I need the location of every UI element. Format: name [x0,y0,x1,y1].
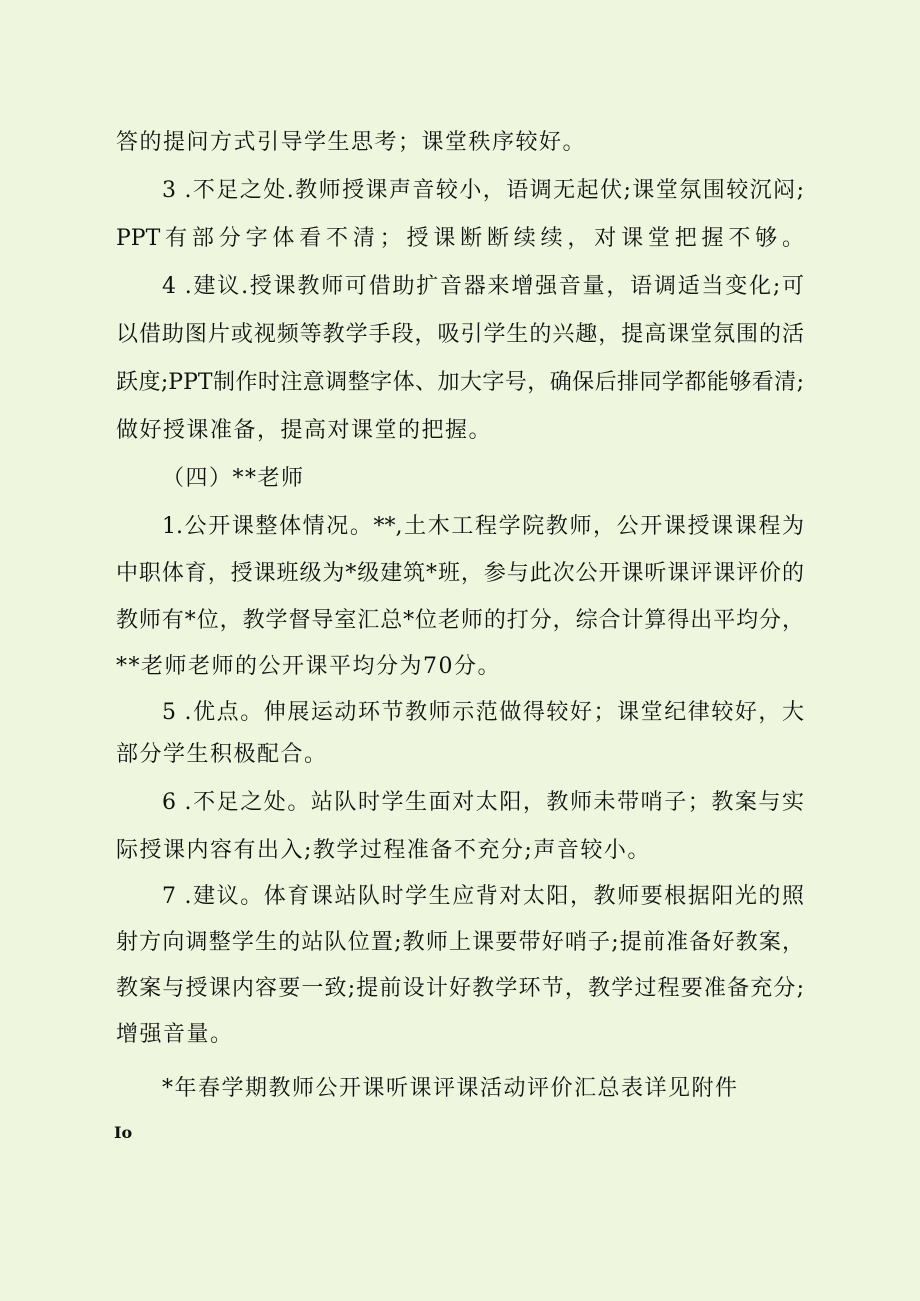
text-line: 5 .优点。伸展运动环节教师示范做得较好；课堂纪律较好，大 [162,700,804,725]
text-line: 7 .建议。体育课站队时学生应背对太阳，教师要根据阳光的照 [162,884,804,909]
text-line: 教师有*位，教学督导室汇总*位老师的打分，综合计算得出平均分， [116,608,804,633]
text-line: 3 .不足之处.教师授课声音较小，语调无起伏;课堂氛围较沉闷; [162,178,804,203]
text-line: 1.公开课整体情况。**,土木工程学院教师，公开课授课课程为 [162,514,804,539]
text-line: 6 .不足之处。站队时学生面对太阳，教师未带哨子；教案与实 [162,790,804,815]
text-line: 跃度;PPT制作时注意调整字体、加大字号，确保后排同学都能够看清; [116,370,804,395]
text-line: 教案与授课内容要一致;提前设计好教学环节，教学过程要准备充分; [116,976,804,1001]
text-line: 部分学生积极配合。 [116,742,328,767]
text-line: 做好授课准备，提高对课堂的把握。 [116,418,493,443]
text-line: 答的提问方式引导学生思考；课堂秩序较好。 [116,130,587,155]
text-line: 增强音量。 [116,1022,234,1047]
text-line: 射方向调整学生的站队位置;教师上课要带好哨子;提前准备好教案， [116,930,804,955]
text-line: PPT有部分字体看不清；授课断断续续，对课堂把握不够。 [116,226,804,251]
text-line: 4 .建议.授课教师可借助扩音器来增强音量，语调适当变化;可 [162,274,804,299]
text-line: 以借助图片或视频等教学手段，吸引学生的兴趣，提高课堂氛围的活 [116,322,804,347]
text-line: 际授课内容有出入;教学过程准备不充分;声音较小。 [116,838,651,863]
text-line: **老师老师的公开课平均分为70分。 [116,654,501,679]
footer-mark: Io [114,1123,133,1142]
section-heading: （四）**老师 [162,466,305,491]
text-line: 中职体育，授课班级为*级建筑*班，参与此次公开课听课评课评价的 [116,561,804,586]
attachment-note: *年春学期教师公开课听课评课活动评价汇总表详见附件 [162,1076,739,1101]
